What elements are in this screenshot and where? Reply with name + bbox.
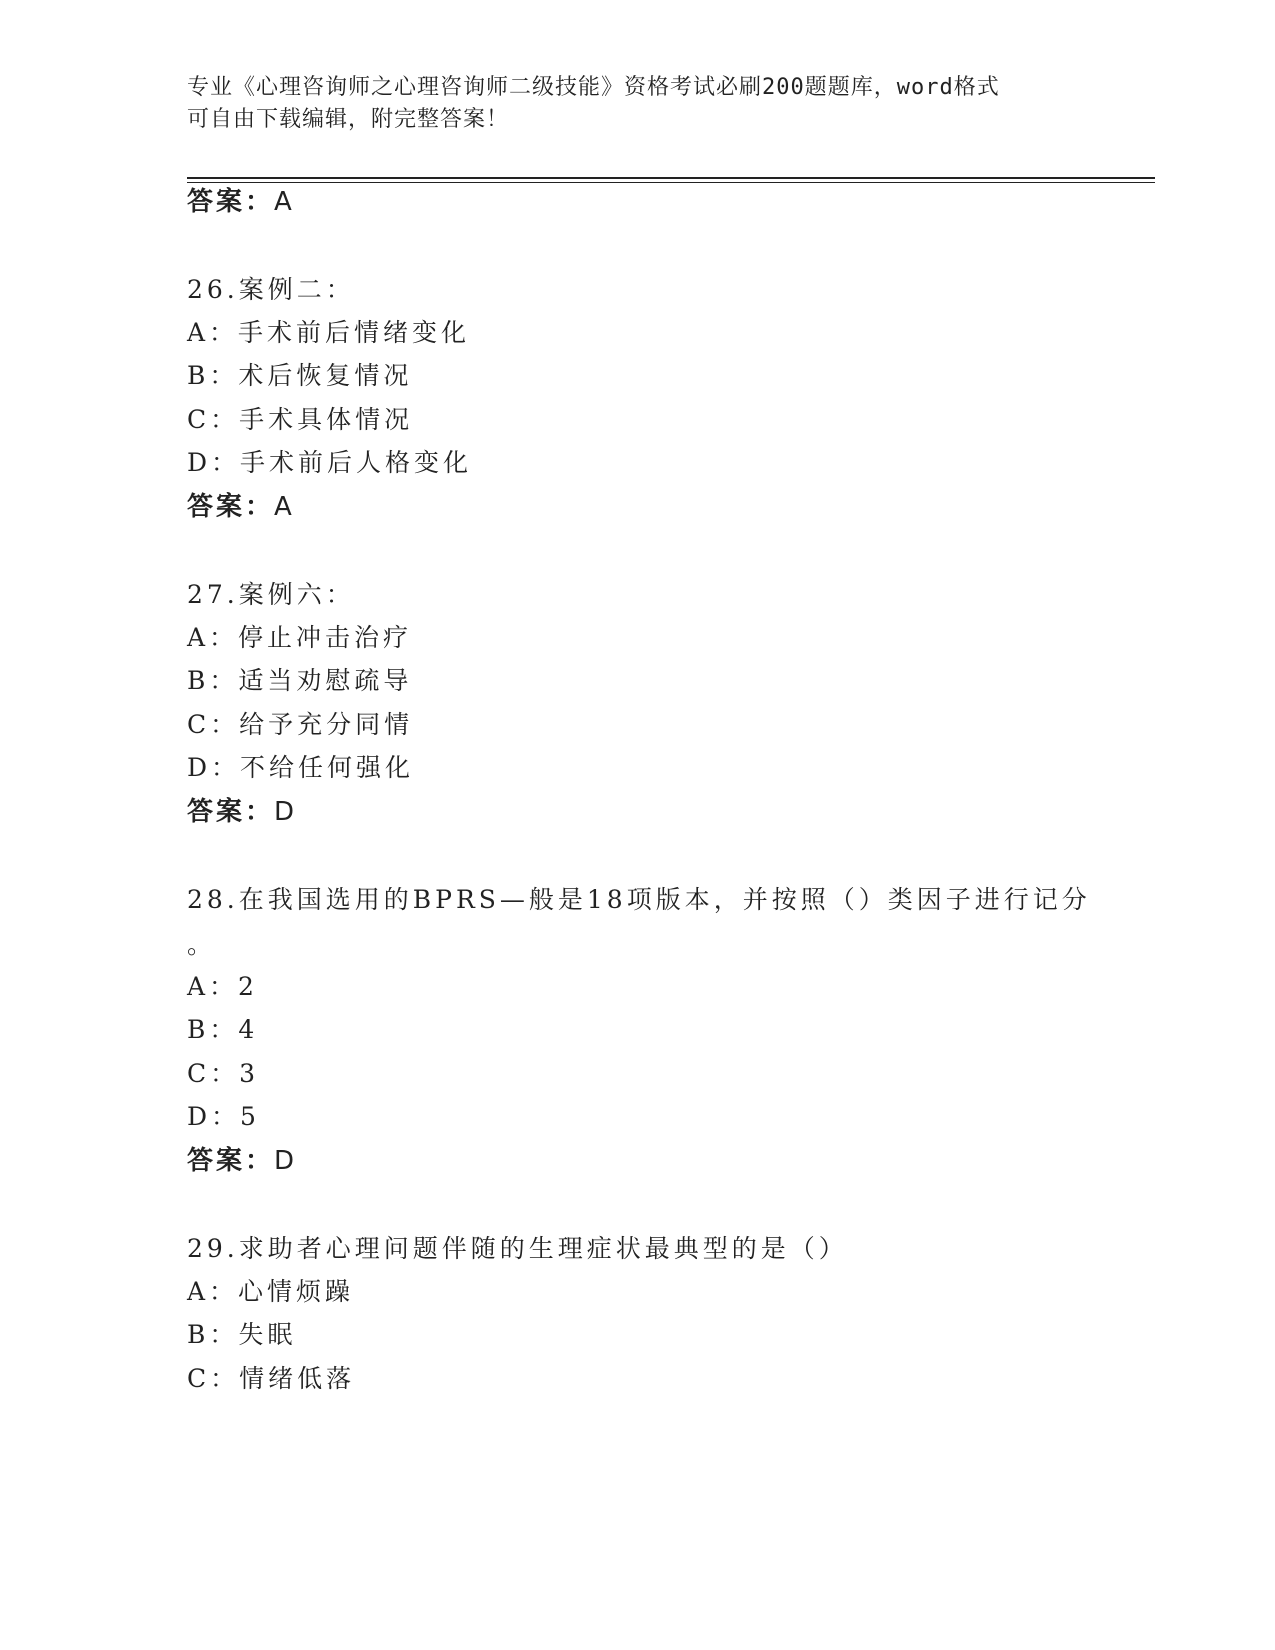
question-27-option-b: B：适当劝慰疏导 [187,666,413,695]
question-27-answer [187,795,297,829]
question-27-option-d: D：不给任何强化 [187,753,415,782]
header-line-1: 专业《心理咨询师之心理咨询师二级技能》资格考试必刷200题题库，word格式 [187,75,1000,100]
question-28-option-c: C：3 [187,1059,260,1088]
question-28-option-d: D：5 [187,1102,260,1131]
question-28-option-b: B：4 [187,1015,259,1044]
answer-value: D [274,1146,298,1176]
question-28-stem: 28.在我国选用的BPRS—般是18项版本，并按照（）类因子进行记分 [187,885,1091,914]
question-26-option-d: D：手术前后人格变化 [187,448,473,477]
answer-value: A [274,187,295,217]
answer-label: 答案： [187,187,275,217]
question-29-option-a: A：心情烦躁 [187,1277,355,1306]
question-29-option-c: C：情绪低落 [187,1364,356,1393]
question-26-stem: 26.案例二： [187,275,355,304]
question-26-option-a: A：手术前后情绪变化 [187,318,471,347]
question-26-option-c: C：手术具体情况 [187,405,414,434]
answer-label: 答案： [187,1146,275,1176]
answer-label: 答案： [187,797,275,827]
question-29-option-b: B：失眠 [187,1320,297,1349]
header-divider-thin [187,182,1155,183]
answer-prev [187,185,295,219]
answer-value: A [274,492,295,522]
question-27-stem: 27.案例六： [187,580,355,609]
question-26-option-b: B：术后恢复情况 [187,361,413,390]
header-line-2: 可自由下载编辑，附完整答案！ [187,107,510,132]
question-27-option-c: C：给予充分同情 [187,710,414,739]
question-26-answer [187,490,295,524]
header-divider-thick [187,177,1155,179]
question-28-option-a: A：2 [187,972,258,1001]
answer-value: D [274,797,298,827]
question-28-answer [187,1144,297,1178]
question-27-option-a: A：停止冲击治疗 [187,623,413,652]
question-29-stem: 29.求助者心理问题伴随的生理症状最典型的是（） [187,1234,848,1263]
document-header [187,72,1067,136]
question-28-stem-continued: 。 [187,930,217,959]
answer-label: 答案： [187,492,275,522]
